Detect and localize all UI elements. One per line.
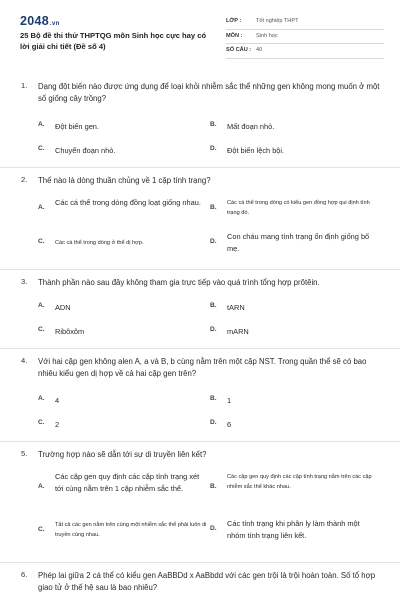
- meta-grade: LỚP : Tốt nghiệp THPT: [226, 15, 384, 30]
- question-text: Phép lai giữa 2 cá thể có kiểu gen AaBBDd x AaBbdd với các gen trội là trội hoàn toàn. Số tổ hợp giao tử ở thế hệ sau là bao nhiêu?: [38, 571, 376, 592]
- meta-question-count: SỐ CÂU : 40: [226, 44, 384, 59]
- meta-subject: MÔN : Sinh học: [226, 30, 384, 45]
- question-item: 1. Dạng đột biến nào được ứng dụng để loại khỏi nhiễm sắc thể những gen không mong muốn ở một số giống cây trồng? A. Đột biến gen. B. Mất đoạn nhỏ. C. Chuyển đoạn nhỏ. D. Đột biến lệch bội.: [0, 74, 400, 168]
- document-title: 25 Bộ đề thi thử THPTQG môn Sinh học cực hay có lời giải chi tiết (Đề số 4): [20, 31, 207, 51]
- question-text: Dạng đột biến nào được ứng dụng để loại khỏi nhiễm sắc thể những gen không mong muốn ở một số giống cây trồng?: [38, 82, 380, 103]
- question-text: Với hai cặp gen không alen A, a và B, b cùng nằm trên một cặp NST. Trong quần thể sẽ có bao nhiêu kiểu gen dị hợp về cả hai cặp gen trên?: [38, 357, 367, 378]
- site-logo[interactable]: 2048.vn: [20, 14, 60, 28]
- question-item: 4. Với hai cặp gen không alen A, a và B, b cùng nằm trên một cặp NST. Trong quần thể sẽ có bao nhiêu kiểu gen dị hợp về cả hai cặp gen trên? A. 4 B. 1 C. 2 D. 6: [0, 349, 400, 442]
- document-header: [0, 0, 400, 60]
- question-item: 2. Thế nào là dòng thuần chủng về 1 cặp tính trạng? A. Các cá thể trong dòng đồng loạt giống nhau. B. Các cá thể trong dòng có kiểu gen đồng hợp qui định tính trạng đó. C. Các cá thể trong dòng ở thể dị hợp. D. Con cháu mang tính trạng ổn định giống bố mẹ.: [0, 168, 400, 270]
- question-text: Thành phần nào sau đây không tham gia trực tiếp vào quá trình tổng hợp prôtêin.: [38, 278, 320, 287]
- question-text: Trường hợp nào sẽ dẫn tới sự di truyền liên kết?: [38, 450, 207, 459]
- question-text: Thế nào là dòng thuần chủng về 1 cặp tính trạng?: [38, 176, 211, 185]
- question-item: 6. Phép lai giữa 2 cá thể có kiểu gen AaBBDd x AaBbdd với các gen trội là trội hoàn toàn. Số tổ hợp giao tử ở thế hệ sau là bao nhiêu?: [0, 563, 400, 608]
- document-meta: [226, 15, 384, 59]
- question-item: 5. Trường hợp nào sẽ dẫn tới sự di truyền liên kết? A. Các cặp gen quy định các cặp tính trạng xét tới cùng nằm trên 1 cặp nhiễm sắc thể. B. Các cặp gen quy định các cặp tính trạng nằm trên các cặp nhiễm sắc thể khác nhau. C. Tất cả các gen nằm trên cùng một nhiễm sắc thể phải luôn di truyền cùng nhau. D. Các tính trạng khi phân ly làm thành một nhóm tính trạng liên kết.: [0, 442, 400, 563]
- question-item: 3. Thành phần nào sau đây không tham gia trực tiếp vào quá trình tổng hợp prôtêin. A. ADN B. tARN C. Ribôxôm D. mARN: [0, 270, 400, 349]
- question-list: [0, 74, 400, 608]
